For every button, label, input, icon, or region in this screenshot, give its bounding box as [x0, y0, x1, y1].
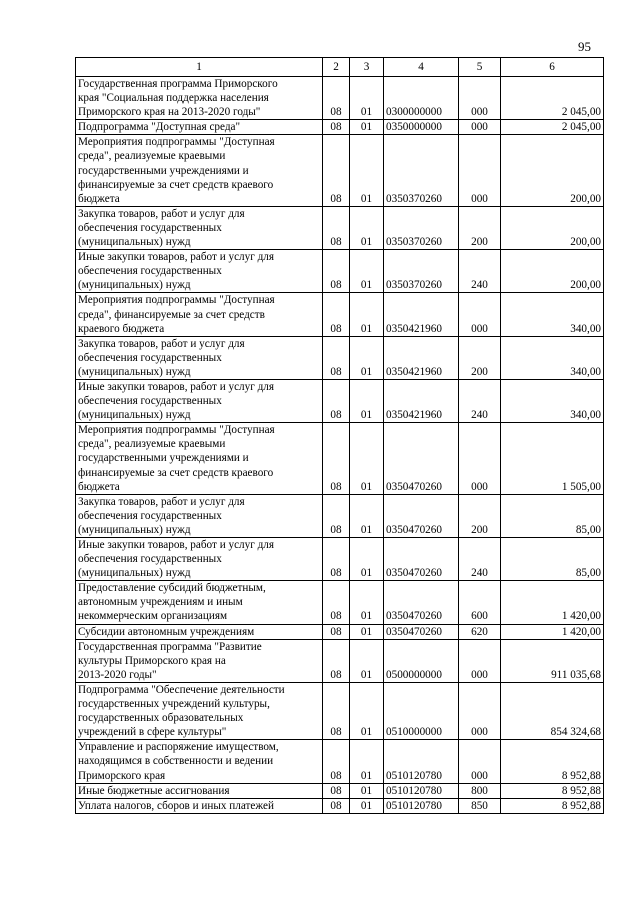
table-row [76, 538, 604, 581]
cell-subsection: 01 [350, 682, 384, 739]
cell-subsection: 01 [350, 740, 384, 783]
cell-amount: 85,00 [501, 538, 604, 581]
cell-target-article: 0350421960 [384, 336, 459, 379]
cell-amount: 85,00 [501, 494, 604, 537]
header-col-subsection: 3 [350, 58, 384, 77]
header-col-name: 1 [76, 58, 323, 77]
cell-name: Государственная программа Приморского края "Социальная поддержка населения Приморского края на 2013-2020 годы" [76, 77, 323, 120]
cell-target-article: 0350370260 [384, 206, 459, 249]
cell-expense-type: 850 [459, 798, 501, 813]
cell-expense-type: 240 [459, 250, 501, 293]
cell-target-article: 0510120780 [384, 740, 459, 783]
cell-amount: 200,00 [501, 206, 604, 249]
cell-name: Иные закупки товаров, работ и услуг для обеспечения государственных (муниципальных) нужд [76, 250, 323, 293]
cell-amount: 911 035,68 [501, 639, 604, 682]
cell-target-article: 0350421960 [384, 379, 459, 422]
cell-amount: 8 952,88 [501, 798, 604, 813]
table-body [76, 77, 604, 814]
cell-subsection: 01 [350, 120, 384, 135]
cell-name: Иные закупки товаров, работ и услуг для обеспечения государственных (муниципальных) нужд [76, 538, 323, 581]
cell-expense-type: 200 [459, 494, 501, 537]
cell-name: Подпрограмма "Доступная среда" [76, 120, 323, 135]
cell-amount: 854 324,68 [501, 682, 604, 739]
cell-expense-type: 000 [459, 135, 501, 206]
table-row [76, 250, 604, 293]
cell-section: 08 [323, 206, 350, 249]
cell-expense-type: 800 [459, 783, 501, 798]
cell-subsection: 01 [350, 206, 384, 249]
cell-subsection: 01 [350, 494, 384, 537]
cell-subsection: 01 [350, 250, 384, 293]
cell-section: 08 [323, 624, 350, 639]
cell-target-article: 0350470260 [384, 624, 459, 639]
cell-amount: 8 952,88 [501, 740, 604, 783]
cell-amount: 340,00 [501, 379, 604, 422]
cell-expense-type: 200 [459, 206, 501, 249]
table-row [76, 336, 604, 379]
cell-section: 08 [323, 538, 350, 581]
header-col-expense-type: 5 [459, 58, 501, 77]
cell-subsection: 01 [350, 624, 384, 639]
table-row [76, 423, 604, 494]
cell-name: Иные закупки товаров, работ и услуг для обеспечения государственных (муниципальных) нужд [76, 379, 323, 422]
cell-name: Подпрограмма "Обеспечение деятельности государственных учреждений культуры, государственных образовательных учреждений в сфере культуры" [76, 682, 323, 739]
cell-name: Закупка товаров, работ и услуг для обеспечения государственных (муниципальных) нужд [76, 494, 323, 537]
cell-amount: 8 952,88 [501, 783, 604, 798]
cell-name: Мероприятия подпрограммы "Доступная среда", финансируемые за счет средств краевого бюджета [76, 293, 323, 336]
cell-name: Государственная программа "Развитие культуры Приморского края на 2013-2020 годы" [76, 639, 323, 682]
cell-subsection: 01 [350, 379, 384, 422]
cell-target-article: 0510120780 [384, 783, 459, 798]
cell-section: 08 [323, 293, 350, 336]
cell-expense-type: 000 [459, 682, 501, 739]
cell-section: 08 [323, 494, 350, 537]
cell-amount: 200,00 [501, 250, 604, 293]
cell-expense-type: 620 [459, 624, 501, 639]
table-row [76, 624, 604, 639]
cell-section: 08 [323, 581, 350, 624]
cell-subsection: 01 [350, 538, 384, 581]
cell-target-article: 0350421960 [384, 293, 459, 336]
cell-subsection: 01 [350, 135, 384, 206]
cell-subsection: 01 [350, 639, 384, 682]
cell-target-article: 0510000000 [384, 682, 459, 739]
cell-expense-type: 000 [459, 740, 501, 783]
cell-expense-type: 600 [459, 581, 501, 624]
table-row [76, 783, 604, 798]
header-col-section: 2 [323, 58, 350, 77]
cell-expense-type: 000 [459, 77, 501, 120]
cell-subsection: 01 [350, 581, 384, 624]
cell-amount: 2 045,00 [501, 77, 604, 120]
cell-expense-type: 200 [459, 336, 501, 379]
header-col-target-article: 4 [384, 58, 459, 77]
cell-section: 08 [323, 740, 350, 783]
table-row [76, 682, 604, 739]
cell-target-article: 0350370260 [384, 135, 459, 206]
cell-expense-type: 240 [459, 538, 501, 581]
cell-amount: 340,00 [501, 293, 604, 336]
budget-table [75, 57, 604, 814]
cell-name: Мероприятия подпрограммы "Доступная среда", реализуемые краевыми государственными учреждениями и финансируемые за счет средств краевого бюджета [76, 423, 323, 494]
cell-expense-type: 000 [459, 639, 501, 682]
cell-amount: 1 420,00 [501, 581, 604, 624]
cell-section: 08 [323, 798, 350, 813]
cell-name: Иные бюджетные ассигнования [76, 783, 323, 798]
table-header [76, 58, 604, 77]
cell-target-article: 0300000000 [384, 77, 459, 120]
cell-name: Закупка товаров, работ и услуг для обеспечения государственных (муниципальных) нужд [76, 336, 323, 379]
cell-name: Субсидии автономным учреждениям [76, 624, 323, 639]
cell-target-article: 0350470260 [384, 494, 459, 537]
cell-subsection: 01 [350, 423, 384, 494]
cell-target-article: 0500000000 [384, 639, 459, 682]
cell-name: Управление и распоряжение имуществом, находящимся в собственности и ведении Приморского края [76, 740, 323, 783]
cell-section: 08 [323, 135, 350, 206]
table-row [76, 293, 604, 336]
cell-amount: 340,00 [501, 336, 604, 379]
cell-subsection: 01 [350, 783, 384, 798]
cell-target-article: 0350470260 [384, 538, 459, 581]
header-row [76, 58, 604, 77]
cell-subsection: 01 [350, 798, 384, 813]
cell-amount: 200,00 [501, 135, 604, 206]
table-row [76, 740, 604, 783]
cell-target-article: 0350000000 [384, 120, 459, 135]
cell-name: Мероприятия подпрограммы "Доступная среда", реализуемые краевыми государственными учреждениями и финансируемые за счет средств краевого бюджета [76, 135, 323, 206]
cell-section: 08 [323, 783, 350, 798]
cell-section: 08 [323, 423, 350, 494]
cell-expense-type: 000 [459, 120, 501, 135]
header-col-amount: 6 [501, 58, 604, 77]
cell-name: Закупка товаров, работ и услуг для обеспечения государственных (муниципальных) нужд [76, 206, 323, 249]
table-row [76, 77, 604, 120]
cell-section: 08 [323, 120, 350, 135]
cell-name: Уплата налогов, сборов и иных платежей [76, 798, 323, 813]
cell-target-article: 0510120780 [384, 798, 459, 813]
cell-section: 08 [323, 682, 350, 739]
table-row [76, 120, 604, 135]
cell-section: 08 [323, 77, 350, 120]
cell-section: 08 [323, 250, 350, 293]
cell-subsection: 01 [350, 336, 384, 379]
cell-target-article: 0350370260 [384, 250, 459, 293]
table-row [76, 581, 604, 624]
cell-amount: 1 420,00 [501, 624, 604, 639]
table-row [76, 379, 604, 422]
cell-expense-type: 000 [459, 423, 501, 494]
table-row [76, 639, 604, 682]
cell-amount: 1 505,00 [501, 423, 604, 494]
cell-expense-type: 000 [459, 293, 501, 336]
cell-target-article: 0350470260 [384, 581, 459, 624]
cell-section: 08 [323, 379, 350, 422]
cell-subsection: 01 [350, 77, 384, 120]
cell-target-article: 0350470260 [384, 423, 459, 494]
cell-section: 08 [323, 639, 350, 682]
cell-subsection: 01 [350, 293, 384, 336]
page-number: 95 [578, 39, 591, 54]
cell-expense-type: 240 [459, 379, 501, 422]
table-row [76, 135, 604, 206]
cell-amount: 2 045,00 [501, 120, 604, 135]
table-row [76, 494, 604, 537]
table-row [76, 798, 604, 813]
cell-name: Предоставление субсидий бюджетным, автономным учреждениям и иным некоммерческим организациям [76, 581, 323, 624]
table-row [76, 206, 604, 249]
cell-section: 08 [323, 336, 350, 379]
